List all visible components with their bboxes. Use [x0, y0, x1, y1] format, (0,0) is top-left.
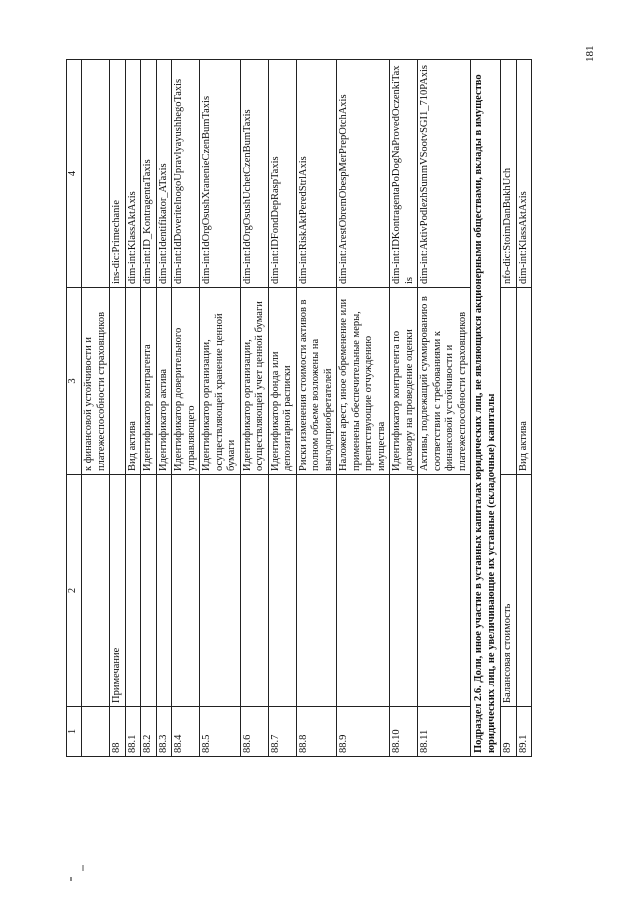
- table-row: [501, 60, 517, 757]
- code-cell: dim-int:AktivPodlezhSummVSootvSGI1_710PAxis: [418, 60, 471, 288]
- code-cell: dim-int:ID_KontragentaTaxis: [141, 60, 157, 288]
- table-row: [296, 60, 337, 757]
- scan-mark: [70, 877, 72, 881]
- code-cell: dim-int:KlassAktAxis: [516, 60, 532, 288]
- indicator-name-cell: [516, 475, 532, 707]
- code-cell: dim-int:RiskAktPeredStrlAxis: [296, 60, 337, 288]
- row-number-cell: 89.1: [516, 707, 532, 757]
- indicator-name-cell: [125, 475, 141, 707]
- dimension-name-cell: [501, 288, 517, 475]
- table-row: [141, 60, 157, 757]
- dimension-name-cell: Активы, подлежащий суммированию в соответствии с требованиями к финансовой устойчивости и платежеспособности страховщиков: [418, 288, 471, 475]
- dimension-name-cell: Идентификатор организации, осуществляющей хранение ценной бумаги: [200, 288, 241, 475]
- code-cell: dim-int:IDKontragentaPoDogNaProvedOczenkiTaxis: [390, 60, 418, 288]
- row-number-cell: 88.3: [156, 707, 172, 757]
- indicator-name-cell: [418, 475, 471, 707]
- dimension-name-cell: [110, 288, 126, 475]
- header-cell-2: 2: [67, 475, 82, 707]
- row-number-cell: 89: [501, 707, 517, 757]
- dimension-name-cell: Идентификатор актива: [156, 288, 172, 475]
- table-header-row: [67, 60, 82, 757]
- indicator-name-cell: [268, 475, 296, 707]
- indicator-name-cell: Балансовая стоимость: [501, 475, 517, 707]
- indicator-name-cell: Примечание: [110, 475, 126, 707]
- code-cell: dim-int:IdDoveritelnogoUpravlyayushhegoTaxis: [172, 60, 200, 288]
- scan-mark: [82, 865, 84, 871]
- code-cell: dim-int:KlassAktAxis: [125, 60, 141, 288]
- code-cell: dim-int:Identifikator_ATaxis: [156, 60, 172, 288]
- code-cell: dim-int:IdOrgOsushXranenieCzenBumTaxis: [200, 60, 241, 288]
- indicator-name-cell: [172, 475, 200, 707]
- code-cell: dim-int:IdOrgOsushUchetCzenBumTaxis: [240, 60, 268, 288]
- indicator-name-cell: [82, 475, 110, 707]
- table-row: [240, 60, 268, 757]
- table-row: [200, 60, 241, 757]
- indicator-name-cell: [337, 475, 390, 707]
- subsection-row: [471, 60, 501, 757]
- table-row: [172, 60, 200, 757]
- dimension-name-cell: Идентификатор контрагента: [141, 288, 157, 475]
- code-cell: nfo-dic:StoimDanBukhUch: [501, 60, 517, 288]
- table-row: [156, 60, 172, 757]
- code-cell: [82, 60, 110, 288]
- dimension-name-cell: Риски изменения стоимости активов в полном объеме возложены на выгодоприобретателей: [296, 288, 337, 475]
- indicator-name-cell: [296, 475, 337, 707]
- row-number-cell: 88.2: [141, 707, 157, 757]
- indicator-name-cell: [390, 475, 418, 707]
- row-number-cell: 88.5: [200, 707, 241, 757]
- indicator-name-cell: [156, 475, 172, 707]
- dimension-name-cell: Вид актива: [125, 288, 141, 475]
- row-number-cell: 88.10: [390, 707, 418, 757]
- table-row: [337, 60, 390, 757]
- dimension-name-cell: к финансовой устойчивости и платежеспособности страховщиков: [82, 288, 110, 475]
- table-row: [268, 60, 296, 757]
- indicator-name-cell: [240, 475, 268, 707]
- dimension-name-cell: Идентификатор фонда или депозитарной расписки: [268, 288, 296, 475]
- row-number-cell: [82, 707, 110, 757]
- row-number-cell: 88.1: [125, 707, 141, 757]
- dimension-name-cell: Идентификатор организации, осуществляющей учет ценной бумаги: [240, 288, 268, 475]
- dimension-name-cell: Вид актива: [516, 288, 532, 475]
- row-number-cell: 88.6: [240, 707, 268, 757]
- table-row: [82, 60, 110, 757]
- dimension-name-cell: Наложен арест, иное обременение или применены обеспечительные меры, препятствующие отчуждению имущества: [337, 288, 390, 475]
- row-number-cell: 88.8: [296, 707, 337, 757]
- row-number-cell: 88.11: [418, 707, 471, 757]
- header-cell-1: 1: [67, 707, 82, 757]
- dimension-name-cell: Идентификатор доверительного управляющего: [172, 288, 200, 475]
- row-number-cell: 88.4: [172, 707, 200, 757]
- subsection-heading: Подраздел 2.6. Доли, иное участие в уставных капиталах юридических лиц, не являющихся акционерными обществами, вклады в имущество юридических лиц, не увеличивающие их уставные (складочные) капиталы: [471, 60, 501, 757]
- row-number-cell: 88: [110, 707, 126, 757]
- table-row: [418, 60, 471, 757]
- page-number: 181: [584, 45, 596, 62]
- code-cell: dim-int:IDFondDepRaspTaxis: [268, 60, 296, 288]
- code-cell: dim-int:ArestObremObespMerPrepOtchAxis: [337, 60, 390, 288]
- row-number-cell: 88.9: [337, 707, 390, 757]
- code-cell: ins-dic:Primechanie: [110, 60, 126, 288]
- row-number-cell: 88.7: [268, 707, 296, 757]
- document-table: [66, 59, 532, 757]
- header-cell-4: 4: [67, 60, 82, 288]
- table-row: [110, 60, 126, 757]
- header-cell-3: 3: [67, 288, 82, 475]
- table-row: [390, 60, 418, 757]
- indicator-name-cell: [200, 475, 241, 707]
- indicator-name-cell: [141, 475, 157, 707]
- dimension-name-cell: Идентификатор контрагента по договору на проведение оценки: [390, 288, 418, 475]
- table-row: [125, 60, 141, 757]
- table-row: [516, 60, 532, 757]
